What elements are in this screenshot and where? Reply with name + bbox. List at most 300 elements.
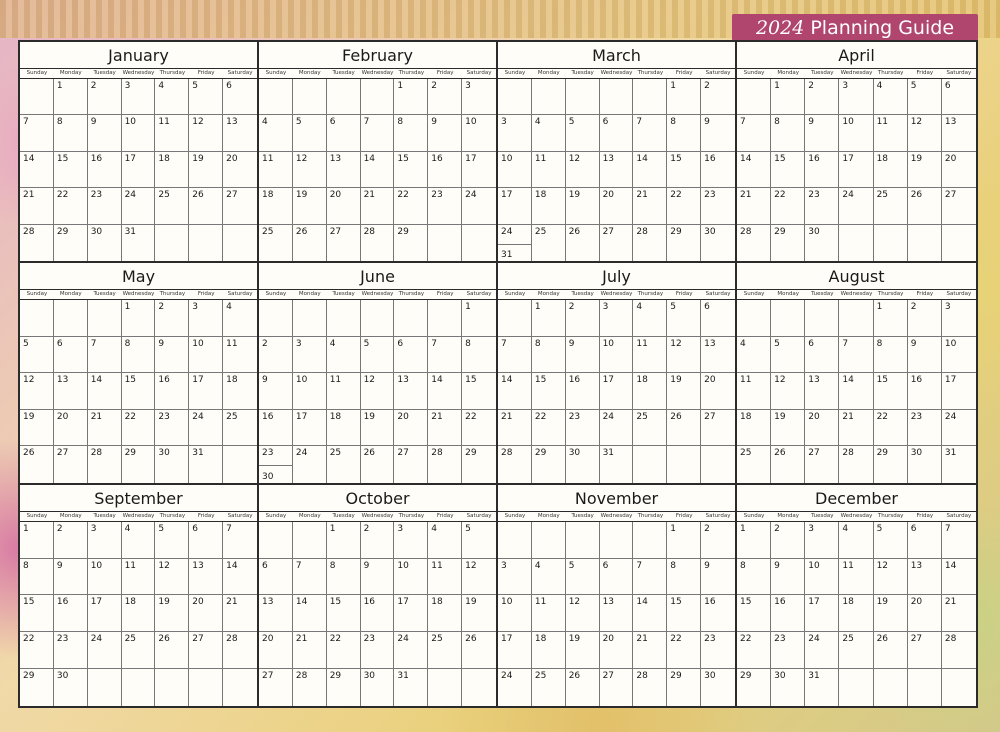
day-cell[interactable] <box>667 373 701 409</box>
day-cell[interactable] <box>908 373 942 409</box>
day-cell[interactable] <box>428 152 462 188</box>
day-cell[interactable] <box>88 300 122 336</box>
day-cell[interactable] <box>667 79 701 115</box>
day-cell[interactable] <box>361 337 395 373</box>
day-cell[interactable] <box>189 188 223 224</box>
day-cell[interactable] <box>839 669 873 706</box>
day-cell[interactable] <box>874 337 908 373</box>
day-cell[interactable] <box>428 410 462 446</box>
day-cell[interactable] <box>428 115 462 151</box>
day-cell[interactable] <box>155 373 189 409</box>
day-cell[interactable] <box>498 79 532 115</box>
day-cell[interactable] <box>908 300 942 336</box>
day-cell[interactable] <box>54 373 88 409</box>
day-cell[interactable] <box>259 300 293 336</box>
day-cell[interactable] <box>667 669 701 706</box>
day-cell[interactable] <box>20 669 54 706</box>
day-cell[interactable] <box>701 632 735 669</box>
day-cell[interactable] <box>462 115 496 151</box>
day-cell[interactable] <box>566 559 600 596</box>
day-cell[interactable] <box>874 410 908 446</box>
day-cell[interactable] <box>20 300 54 336</box>
day-cell[interactable] <box>88 522 122 559</box>
day-cell[interactable] <box>20 79 54 115</box>
day-cell[interactable] <box>20 446 54 482</box>
day-cell[interactable] <box>259 188 293 224</box>
day-cell[interactable] <box>223 410 257 446</box>
day-cell[interactable] <box>942 522 976 559</box>
day-cell[interactable] <box>327 152 361 188</box>
day-cell[interactable] <box>155 446 189 482</box>
day-cell[interactable] <box>20 410 54 446</box>
day-cell[interactable] <box>771 115 805 151</box>
day-cell[interactable] <box>189 522 223 559</box>
day-cell[interactable] <box>737 79 771 115</box>
day-cell[interactable] <box>667 337 701 373</box>
day-cell[interactable] <box>394 373 428 409</box>
day-cell[interactable] <box>566 337 600 373</box>
day-cell[interactable] <box>88 373 122 409</box>
day-cell[interactable] <box>532 300 566 336</box>
day-cell[interactable] <box>394 79 428 115</box>
day-cell[interactable] <box>874 300 908 336</box>
day-cell[interactable] <box>155 225 189 261</box>
day-cell[interactable] <box>394 632 428 669</box>
day-cell[interactable] <box>701 595 735 632</box>
day-cell[interactable] <box>633 632 667 669</box>
day-cell[interactable] <box>771 79 805 115</box>
day-cell[interactable] <box>532 522 566 559</box>
day-cell[interactable] <box>122 152 156 188</box>
day-cell[interactable] <box>737 559 771 596</box>
day-cell[interactable] <box>223 152 257 188</box>
day-cell[interactable] <box>155 410 189 446</box>
day-cell[interactable] <box>259 522 293 559</box>
day-cell[interactable] <box>462 446 496 482</box>
day-cell[interactable] <box>327 669 361 706</box>
day-cell[interactable] <box>701 559 735 596</box>
day-cell[interactable] <box>805 225 839 261</box>
day-cell[interactable] <box>259 446 293 482</box>
day-cell[interactable] <box>874 79 908 115</box>
day-cell[interactable] <box>600 225 634 261</box>
day-cell[interactable] <box>122 225 156 261</box>
day-cell[interactable] <box>394 559 428 596</box>
day-cell[interactable] <box>805 152 839 188</box>
day-cell[interactable] <box>361 373 395 409</box>
day-cell[interactable] <box>20 225 54 261</box>
day-cell[interactable] <box>839 632 873 669</box>
day-cell[interactable] <box>532 152 566 188</box>
day-cell[interactable] <box>122 632 156 669</box>
day-cell[interactable] <box>293 559 327 596</box>
day-cell[interactable] <box>771 373 805 409</box>
day-cell[interactable] <box>874 225 908 261</box>
day-cell[interactable] <box>600 373 634 409</box>
day-cell[interactable] <box>667 115 701 151</box>
day-cell[interactable] <box>327 79 361 115</box>
day-cell[interactable] <box>327 595 361 632</box>
day-cell[interactable] <box>737 522 771 559</box>
day-cell[interactable] <box>293 446 327 482</box>
day-cell[interactable] <box>737 595 771 632</box>
day-cell[interactable] <box>223 669 257 706</box>
day-cell[interactable] <box>566 669 600 706</box>
day-cell[interactable] <box>942 188 976 224</box>
day-cell[interactable] <box>155 669 189 706</box>
day-cell[interactable] <box>327 225 361 261</box>
day-cell[interactable] <box>428 225 462 261</box>
day-cell[interactable] <box>633 410 667 446</box>
day-cell[interactable] <box>633 152 667 188</box>
day-cell[interactable] <box>771 225 805 261</box>
day-cell[interactable] <box>701 522 735 559</box>
day-cell[interactable] <box>293 337 327 373</box>
day-cell[interactable] <box>361 595 395 632</box>
day-cell[interactable] <box>155 522 189 559</box>
day-cell[interactable] <box>122 669 156 706</box>
day-cell[interactable] <box>155 300 189 336</box>
day-cell[interactable] <box>600 300 634 336</box>
day-cell[interactable] <box>942 300 976 336</box>
day-cell[interactable] <box>223 595 257 632</box>
day-cell[interactable] <box>498 410 532 446</box>
day-cell[interactable] <box>498 337 532 373</box>
day-cell[interactable] <box>361 410 395 446</box>
day-cell[interactable] <box>54 632 88 669</box>
day-cell[interactable] <box>701 188 735 224</box>
day-cell[interactable] <box>394 225 428 261</box>
day-cell[interactable] <box>20 337 54 373</box>
day-cell[interactable] <box>566 522 600 559</box>
day-cell[interactable] <box>942 446 976 482</box>
day-cell[interactable] <box>428 300 462 336</box>
day-cell[interactable] <box>122 522 156 559</box>
day-cell[interactable] <box>805 373 839 409</box>
day-cell[interactable] <box>737 115 771 151</box>
day-cell[interactable] <box>155 559 189 596</box>
day-cell[interactable] <box>633 559 667 596</box>
day-cell[interactable] <box>839 410 873 446</box>
day-cell[interactable] <box>667 595 701 632</box>
day-cell[interactable] <box>293 669 327 706</box>
day-cell[interactable] <box>327 300 361 336</box>
day-cell[interactable] <box>327 522 361 559</box>
day-cell[interactable] <box>600 595 634 632</box>
day-cell[interactable] <box>498 225 532 261</box>
day-cell[interactable] <box>942 669 976 706</box>
day-cell[interactable] <box>54 337 88 373</box>
day-cell[interactable] <box>839 446 873 482</box>
day-cell[interactable] <box>771 559 805 596</box>
day-cell[interactable] <box>293 300 327 336</box>
day-cell[interactable] <box>394 410 428 446</box>
day-cell[interactable] <box>566 595 600 632</box>
day-cell[interactable] <box>532 669 566 706</box>
day-cell[interactable] <box>908 410 942 446</box>
day-cell[interactable] <box>428 669 462 706</box>
day-cell[interactable] <box>293 188 327 224</box>
day-cell[interactable] <box>189 410 223 446</box>
day-cell[interactable] <box>88 446 122 482</box>
day-cell[interactable] <box>908 632 942 669</box>
day-cell[interactable] <box>908 559 942 596</box>
day-cell[interactable] <box>88 410 122 446</box>
day-cell[interactable] <box>737 300 771 336</box>
day-cell[interactable] <box>462 410 496 446</box>
day-cell[interactable] <box>394 300 428 336</box>
day-cell[interactable] <box>839 337 873 373</box>
day-cell[interactable] <box>428 373 462 409</box>
day-cell[interactable] <box>908 152 942 188</box>
day-cell[interactable] <box>908 669 942 706</box>
day-cell[interactable] <box>532 373 566 409</box>
day-cell[interactable] <box>54 522 88 559</box>
day-cell[interactable] <box>701 79 735 115</box>
day-cell[interactable] <box>394 669 428 706</box>
day-cell[interactable] <box>394 522 428 559</box>
day-cell[interactable] <box>361 188 395 224</box>
day-cell[interactable] <box>189 595 223 632</box>
day-cell[interactable] <box>874 669 908 706</box>
day-cell[interactable] <box>532 632 566 669</box>
day-cell[interactable] <box>498 559 532 596</box>
day-cell[interactable] <box>600 79 634 115</box>
day-cell[interactable] <box>54 559 88 596</box>
day-cell[interactable] <box>874 559 908 596</box>
day-cell[interactable] <box>54 115 88 151</box>
day-cell[interactable] <box>874 522 908 559</box>
day-cell[interactable] <box>293 79 327 115</box>
day-cell[interactable] <box>874 188 908 224</box>
day-cell[interactable] <box>498 595 532 632</box>
day-cell[interactable] <box>633 225 667 261</box>
day-cell[interactable] <box>839 225 873 261</box>
day-cell[interactable] <box>667 188 701 224</box>
day-cell[interactable] <box>600 188 634 224</box>
day-cell[interactable] <box>942 410 976 446</box>
day-cell[interactable] <box>54 225 88 261</box>
day-cell[interactable] <box>259 595 293 632</box>
day-cell[interactable] <box>462 225 496 261</box>
day-cell[interactable] <box>361 152 395 188</box>
day-cell[interactable] <box>839 300 873 336</box>
day-cell[interactable] <box>394 188 428 224</box>
day-cell[interactable] <box>155 337 189 373</box>
day-cell[interactable] <box>701 225 735 261</box>
day-cell[interactable] <box>701 300 735 336</box>
day-cell[interactable] <box>428 337 462 373</box>
day-cell[interactable] <box>327 337 361 373</box>
day-cell[interactable] <box>20 188 54 224</box>
day-cell[interactable] <box>20 152 54 188</box>
day-cell[interactable] <box>633 337 667 373</box>
day-cell[interactable] <box>942 152 976 188</box>
day-cell[interactable] <box>566 410 600 446</box>
day-cell[interactable] <box>462 300 496 336</box>
day-cell[interactable] <box>701 669 735 706</box>
day-cell[interactable] <box>361 632 395 669</box>
day-cell[interactable] <box>223 446 257 482</box>
day-cell[interactable] <box>155 79 189 115</box>
day-cell[interactable] <box>189 669 223 706</box>
day-cell[interactable] <box>600 632 634 669</box>
day-cell[interactable] <box>54 410 88 446</box>
day-cell[interactable] <box>293 225 327 261</box>
day-cell[interactable] <box>874 115 908 151</box>
day-cell[interactable] <box>874 373 908 409</box>
day-cell[interactable] <box>874 632 908 669</box>
day-cell[interactable] <box>737 632 771 669</box>
day-cell[interactable] <box>259 559 293 596</box>
day-cell[interactable] <box>88 152 122 188</box>
day-cell[interactable] <box>259 410 293 446</box>
day-cell[interactable] <box>771 410 805 446</box>
day-cell[interactable] <box>428 522 462 559</box>
day-cell[interactable] <box>771 300 805 336</box>
day-cell[interactable] <box>189 559 223 596</box>
day-cell[interactable] <box>566 225 600 261</box>
day-cell[interactable] <box>259 632 293 669</box>
day-cell[interactable] <box>428 446 462 482</box>
day-cell[interactable] <box>428 632 462 669</box>
day-cell[interactable] <box>633 522 667 559</box>
day-cell[interactable] <box>532 115 566 151</box>
day-cell[interactable] <box>155 115 189 151</box>
day-cell[interactable] <box>737 225 771 261</box>
day-cell[interactable] <box>908 225 942 261</box>
day-cell[interactable] <box>805 595 839 632</box>
day-cell[interactable] <box>667 632 701 669</box>
day-cell[interactable] <box>532 446 566 482</box>
day-cell[interactable] <box>462 559 496 596</box>
day-cell[interactable] <box>600 559 634 596</box>
day-cell[interactable] <box>293 522 327 559</box>
day-cell[interactable] <box>532 595 566 632</box>
day-cell[interactable] <box>805 446 839 482</box>
day-cell[interactable] <box>189 446 223 482</box>
day-cell[interactable] <box>771 152 805 188</box>
day-cell[interactable] <box>293 595 327 632</box>
day-cell[interactable] <box>771 669 805 706</box>
day-cell[interactable] <box>20 522 54 559</box>
day-cell[interactable] <box>566 115 600 151</box>
day-cell[interactable] <box>667 559 701 596</box>
day-cell[interactable] <box>462 337 496 373</box>
day-cell[interactable] <box>223 225 257 261</box>
day-cell[interactable] <box>839 152 873 188</box>
day-cell[interactable] <box>633 595 667 632</box>
day-cell[interactable] <box>88 188 122 224</box>
day-cell[interactable] <box>566 373 600 409</box>
day-cell[interactable] <box>839 115 873 151</box>
day-cell[interactable] <box>155 595 189 632</box>
day-cell[interactable] <box>20 559 54 596</box>
day-cell[interactable] <box>498 373 532 409</box>
day-cell[interactable] <box>428 188 462 224</box>
day-cell[interactable] <box>20 115 54 151</box>
day-cell[interactable] <box>498 152 532 188</box>
day-cell[interactable] <box>88 632 122 669</box>
day-cell[interactable] <box>498 632 532 669</box>
day-cell[interactable] <box>633 188 667 224</box>
day-cell[interactable] <box>600 446 634 482</box>
day-cell[interactable] <box>462 152 496 188</box>
day-cell[interactable] <box>908 446 942 482</box>
day-cell[interactable] <box>839 188 873 224</box>
day-cell[interactable] <box>771 337 805 373</box>
day-cell[interactable] <box>361 669 395 706</box>
day-cell[interactable] <box>839 522 873 559</box>
day-cell[interactable] <box>223 188 257 224</box>
day-cell[interactable] <box>532 410 566 446</box>
day-cell[interactable] <box>600 115 634 151</box>
day-cell[interactable] <box>259 152 293 188</box>
day-cell[interactable] <box>805 188 839 224</box>
day-cell[interactable] <box>701 410 735 446</box>
day-cell[interactable] <box>908 595 942 632</box>
day-cell[interactable] <box>122 373 156 409</box>
day-cell[interactable] <box>293 373 327 409</box>
day-cell[interactable] <box>874 446 908 482</box>
day-cell[interactable] <box>122 337 156 373</box>
day-cell[interactable] <box>839 373 873 409</box>
day-cell[interactable] <box>259 337 293 373</box>
day-cell[interactable] <box>259 373 293 409</box>
day-cell[interactable] <box>327 632 361 669</box>
day-cell[interactable] <box>189 632 223 669</box>
day-cell[interactable] <box>942 632 976 669</box>
day-cell[interactable] <box>361 559 395 596</box>
day-cell[interactable] <box>259 669 293 706</box>
day-cell[interactable] <box>293 152 327 188</box>
day-cell[interactable] <box>771 188 805 224</box>
day-cell[interactable] <box>942 79 976 115</box>
day-cell[interactable] <box>54 300 88 336</box>
day-cell[interactable] <box>839 79 873 115</box>
day-cell[interactable] <box>839 559 873 596</box>
day-cell[interactable] <box>874 152 908 188</box>
day-cell[interactable] <box>701 115 735 151</box>
day-cell[interactable] <box>737 188 771 224</box>
day-cell[interactable] <box>20 632 54 669</box>
day-cell[interactable] <box>771 595 805 632</box>
day-cell[interactable] <box>189 79 223 115</box>
day-cell[interactable] <box>189 300 223 336</box>
day-cell[interactable] <box>701 152 735 188</box>
day-cell[interactable] <box>327 559 361 596</box>
day-cell[interactable] <box>771 632 805 669</box>
day-cell[interactable] <box>155 632 189 669</box>
day-cell[interactable] <box>737 669 771 706</box>
day-cell[interactable] <box>600 522 634 559</box>
day-cell[interactable] <box>223 373 257 409</box>
day-cell[interactable] <box>908 79 942 115</box>
day-cell[interactable] <box>189 115 223 151</box>
day-cell[interactable] <box>361 446 395 482</box>
day-cell[interactable] <box>805 559 839 596</box>
day-cell[interactable] <box>327 373 361 409</box>
day-cell[interactable] <box>327 115 361 151</box>
day-cell[interactable] <box>942 373 976 409</box>
day-cell[interactable] <box>361 115 395 151</box>
day-cell[interactable] <box>361 300 395 336</box>
day-cell[interactable] <box>566 152 600 188</box>
day-cell[interactable] <box>498 188 532 224</box>
day-cell[interactable] <box>908 337 942 373</box>
day-cell[interactable] <box>189 373 223 409</box>
day-cell[interactable] <box>600 669 634 706</box>
